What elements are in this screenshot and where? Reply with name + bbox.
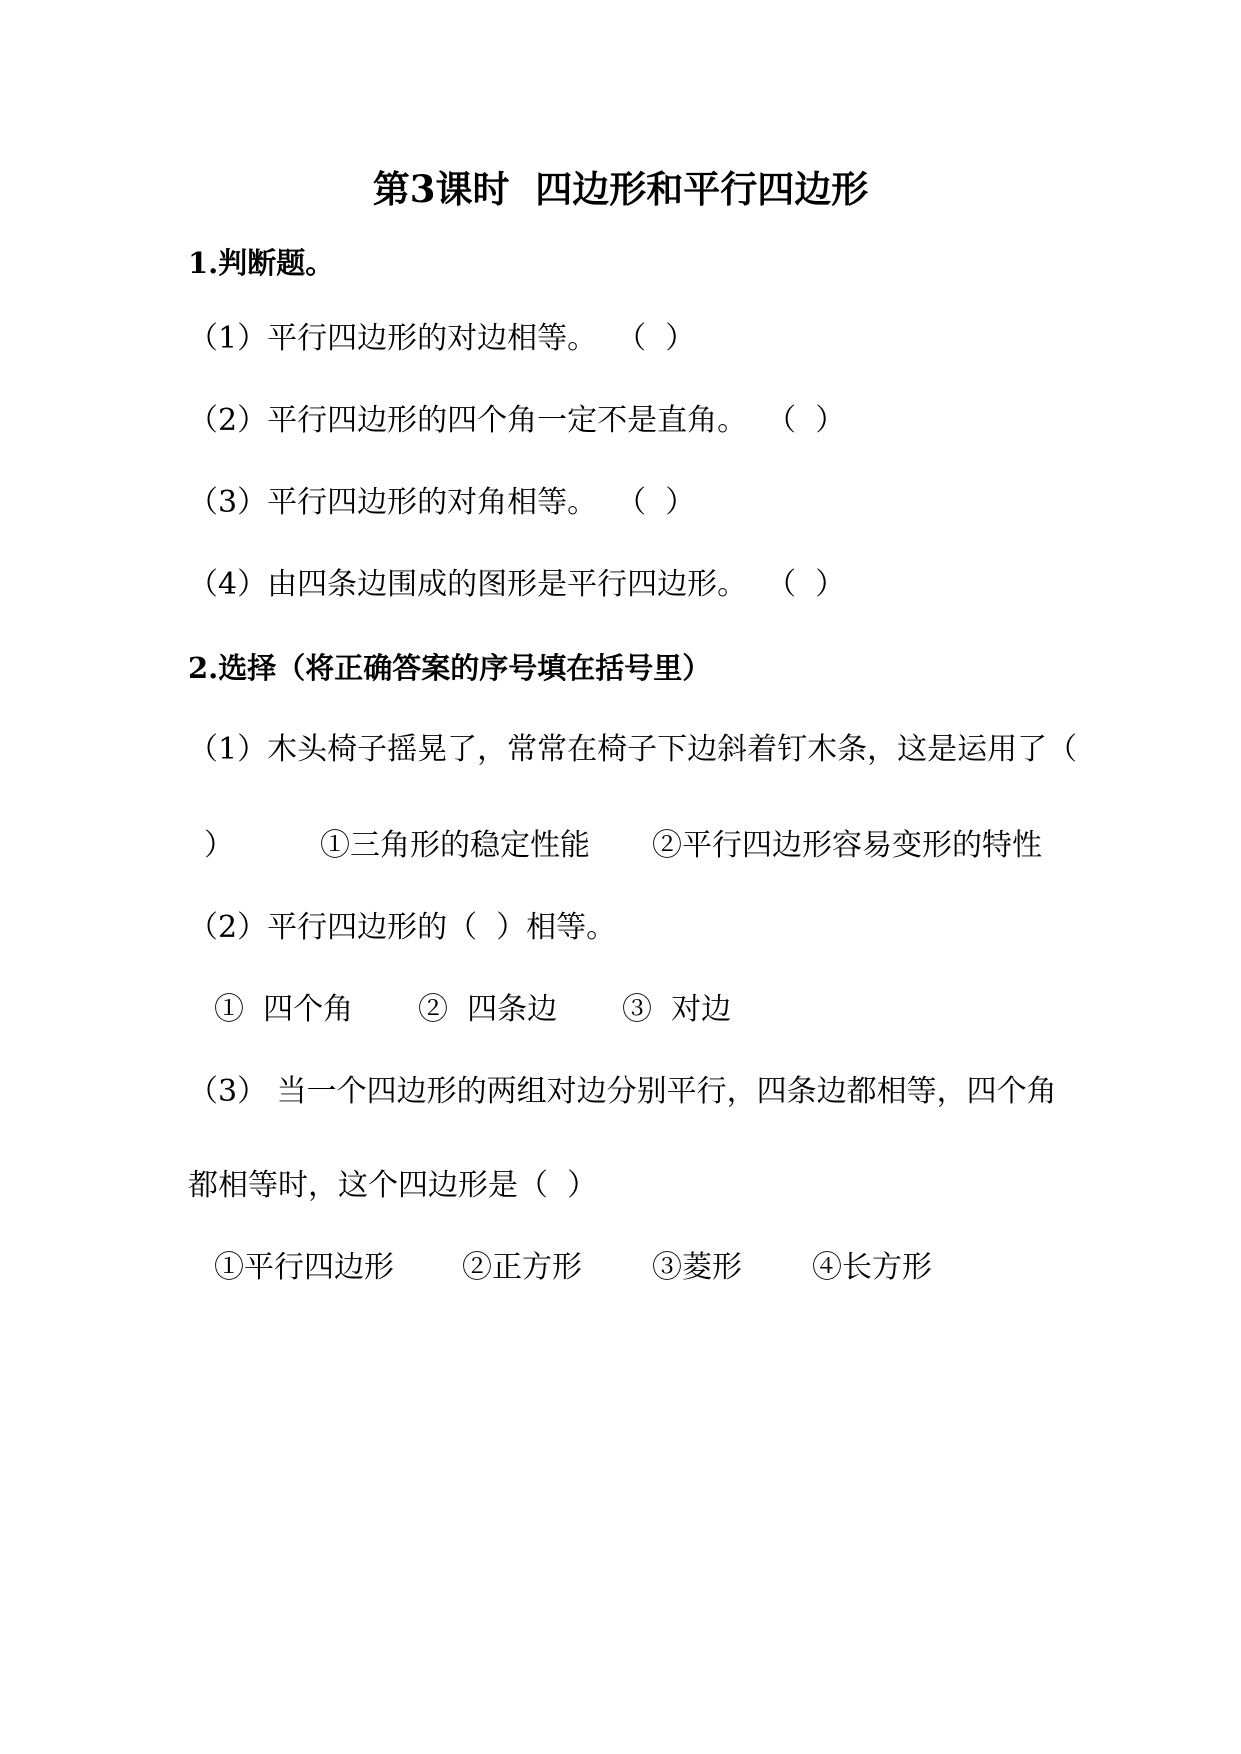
choice-q3-stem-line-2: 都相等时，这个四边形是（ ） xyxy=(188,1168,598,1203)
judge-item-2: （2）平行四边形的四个角一定不是直角。 （ ） xyxy=(188,403,846,438)
choice-q3-option-1: ①平行四边形 xyxy=(214,1250,394,1285)
choice-q2-option-1: ① 四个角 xyxy=(214,992,354,1027)
choice-q1-stem: （1）木头椅子摇晃了，常常在椅子下边斜着钉木条，这是运用了（ xyxy=(188,732,1078,767)
section-2-heading: 2.选择（将正确答案的序号填在括号里） xyxy=(188,651,712,685)
choice-q2-stem: （2）平行四边形的（ ）相等。 xyxy=(188,910,617,945)
choice-q2-option-3: ③ 对边 xyxy=(622,992,732,1027)
choice-q3-option-3: ③菱形 xyxy=(652,1250,742,1285)
choice-q1-stem-close: ） xyxy=(204,828,234,863)
choice-q3-option-4: ④长方形 xyxy=(812,1250,932,1285)
page-title: 第3课时 四边形和平行四边形 xyxy=(372,167,869,211)
choice-q1-option-2: ②平行四边形容易变形的特性 xyxy=(652,828,1042,863)
judge-item-1: （1）平行四边形的对边相等。 （ ） xyxy=(188,321,696,356)
judge-item-4: （4）由四条边围成的图形是平行四边形。 （ ） xyxy=(188,567,846,602)
judge-item-3: （3）平行四边形的对角相等。 （ ） xyxy=(188,485,696,520)
choice-q2-option-2: ② 四条边 xyxy=(418,992,558,1027)
choice-q1-option-1: ①三角形的稳定性能 xyxy=(320,828,590,863)
choice-q3-option-2: ②正方形 xyxy=(462,1250,582,1285)
choice-q3-stem-line-1: （3） 当一个四边形的两组对边分别平行，四条边都相等，四个角 xyxy=(188,1074,1057,1109)
section-1-heading: 1.判断题。 xyxy=(188,246,335,280)
